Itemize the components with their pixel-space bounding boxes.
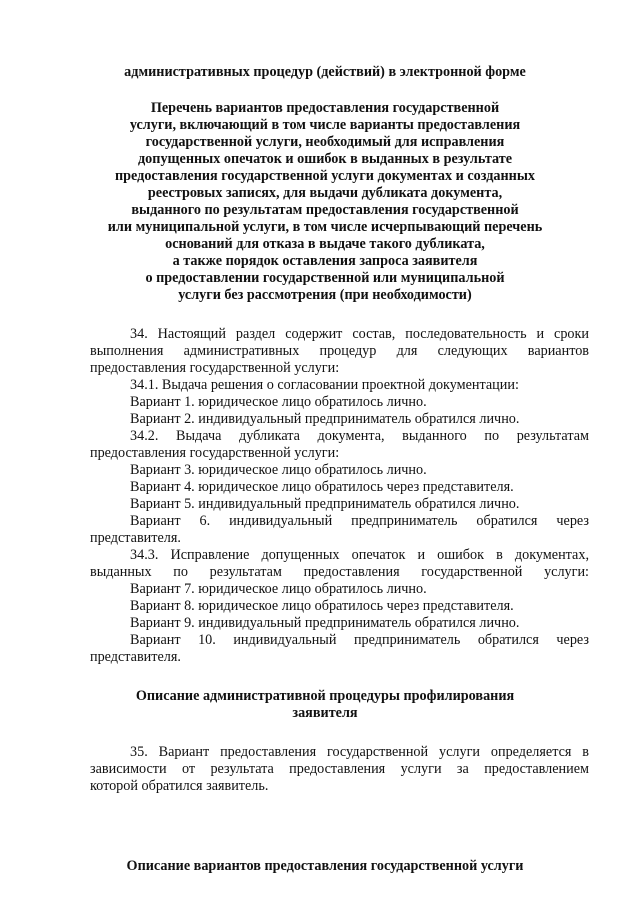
paragraph-35-line: зависимости от результата предоставления услуги за предоставлением xyxy=(90,761,589,777)
variant-3: Вариант 3. юридическое лицо обратилось лично. xyxy=(130,462,427,478)
paragraph-34-line: выполнения административных процедур для следующих вариантов xyxy=(90,343,589,359)
profiling-heading-line: Описание административной процедуры профилирования xyxy=(135,688,515,704)
variant-6: Вариант 6. индивидуальный предприниматель обратился через xyxy=(130,513,589,529)
heading-line: государственной услуги, необходимый для исправления xyxy=(145,134,505,150)
heading-line: Перечень вариантов предоставления государственной xyxy=(150,100,500,116)
variant-9: Вариант 9. индивидуальный предприниматель обратился лично. xyxy=(130,615,520,631)
paragraph-34-2-line: 34.2. Выдача дубликата документа, выданного по результатам xyxy=(130,428,589,444)
heading-line: допущенных опечаток и ошибок в выданных в результате xyxy=(138,151,512,167)
variant-5: Вариант 5. индивидуальный предприниматель обратился лично. xyxy=(130,496,520,512)
heading-line: выданного по результатам предоставления государственной xyxy=(131,202,519,218)
paragraph-34-3-line: выданных по результатам предоставления государственной услуги: xyxy=(90,564,589,580)
paragraph-34-line: 34. Настоящий раздел содержит состав, последовательность и сроки xyxy=(130,326,589,342)
heading-line: реестровых записях, для выдачи дубликата документа, xyxy=(147,185,503,201)
heading-line: услуги без рассмотрения (при необходимости) xyxy=(178,287,472,303)
heading-line: предоставления государственной услуги документах и созданных xyxy=(114,168,535,184)
variant-2: Вариант 2. индивидуальный предприниматель обратился лично. xyxy=(130,411,520,427)
heading-line: или муниципальной услуги, в том числе исчерпывающий перечень xyxy=(107,219,543,235)
paragraph-34-3-line: 34.3. Исправление допущенных опечаток и ошибок в документах, xyxy=(130,547,589,563)
variant-6-continued: представителя. xyxy=(90,530,181,546)
variants-heading: Описание вариантов предоставления государственной услуги xyxy=(126,858,524,874)
variant-7: Вариант 7. юридическое лицо обратилось лично. xyxy=(130,581,427,597)
paragraph-35-line: которой обратился заявитель. xyxy=(90,778,269,794)
profiling-heading-line: заявителя xyxy=(292,705,358,721)
heading-line: оснований для отказа в выдаче такого дубликата, xyxy=(165,236,485,252)
paragraph-34-line: предоставления государственной услуги: xyxy=(90,360,340,376)
paragraph-34-1-title: 34.1. Выдача решения о согласовании проектной документации: xyxy=(130,377,519,393)
heading-line: услуги, включающий в том числе варианты предоставления xyxy=(129,117,521,133)
variant-8: Вариант 8. юридическое лицо обратилось через представителя. xyxy=(130,598,514,614)
variant-4: Вариант 4. юридическое лицо обратилось через представителя. xyxy=(130,479,514,495)
heading-line: о предоставлении государственной или муниципальной xyxy=(145,270,505,286)
heading-line: а также порядок оставления запроса заявителя xyxy=(172,253,478,269)
paragraph-35-line: 35. Вариант предоставления государственной услуги определяется в xyxy=(130,744,589,760)
variant-10-continued: представителя. xyxy=(90,649,181,665)
section-heading-top: административных процедур (действий) в электронной форме xyxy=(124,64,526,80)
paragraph-34-2-line: предоставления государственной услуги: xyxy=(90,445,340,461)
variant-1: Вариант 1. юридическое лицо обратилось лично. xyxy=(130,394,427,410)
variant-10: Вариант 10. индивидуальный предприниматель обратился через xyxy=(130,632,589,648)
